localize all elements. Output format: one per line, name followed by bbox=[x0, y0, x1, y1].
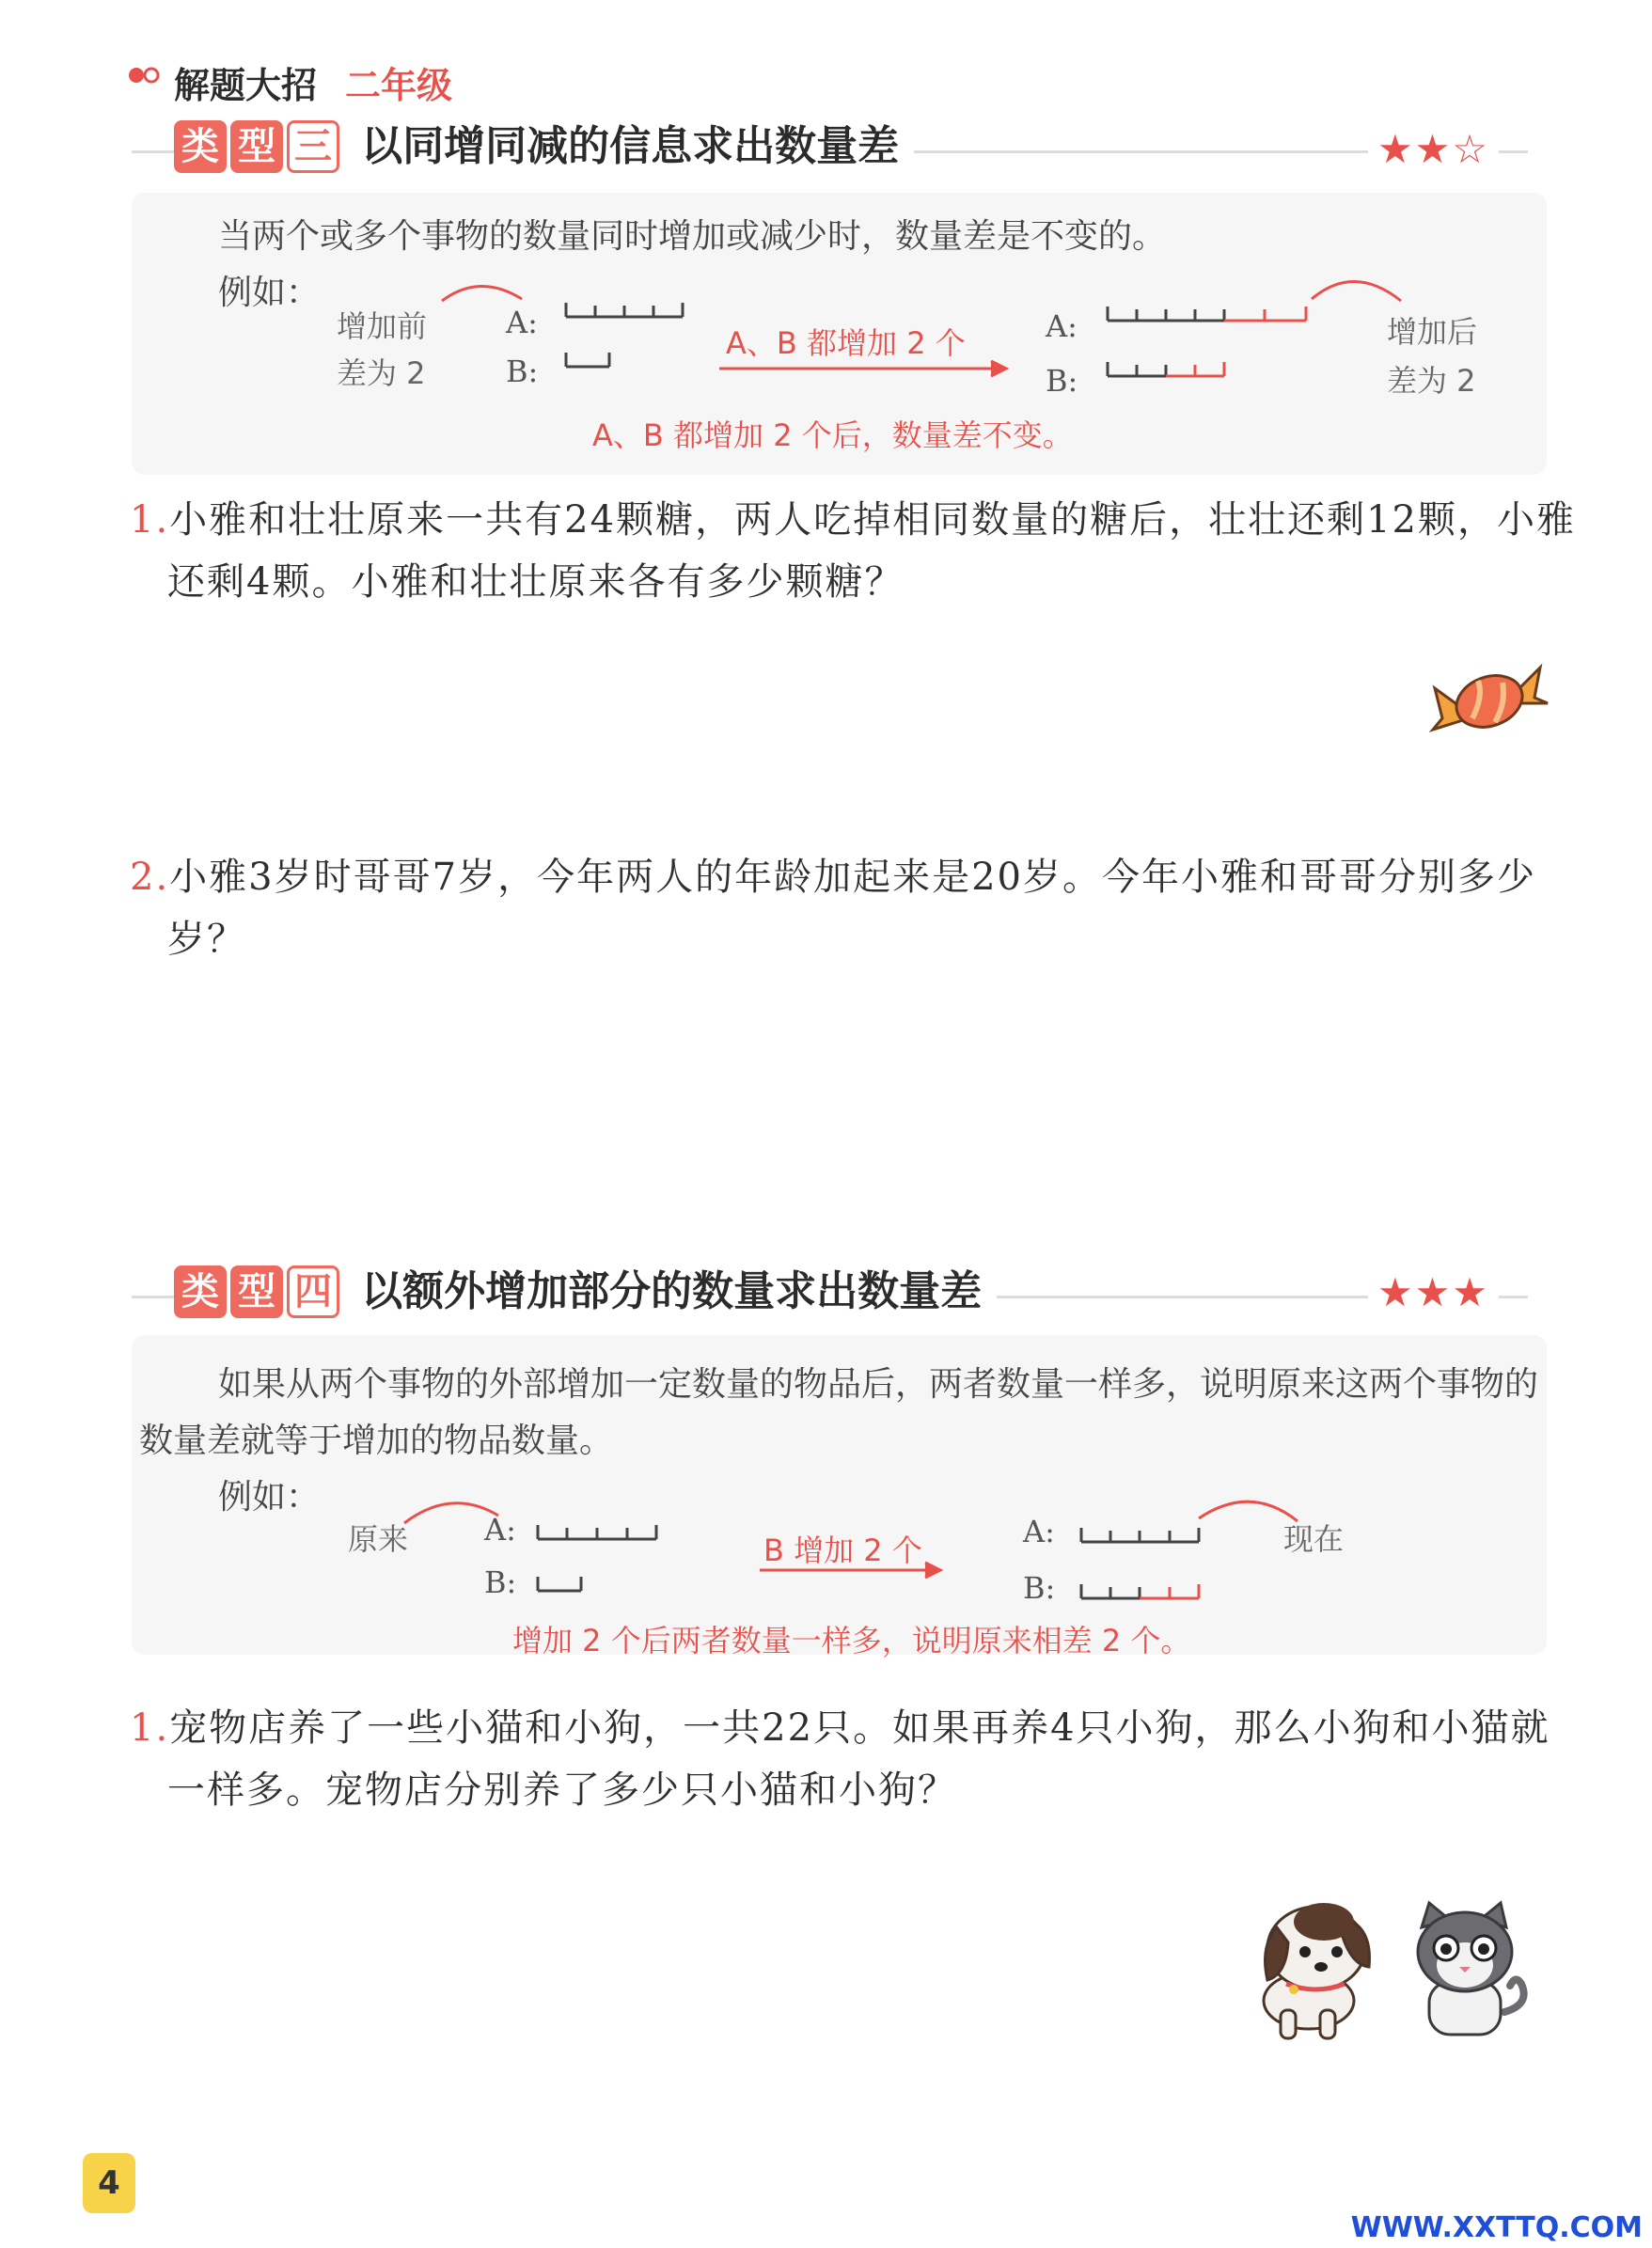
question-text: 小雅和壮壮原来一共有24颗糖，两人吃掉相同数量的糖后，壮壮还剩12颗，小雅还剩4颗。小雅和壮壮原来各有多少颗糖？ bbox=[167, 498, 1576, 604]
diagram4-a-label-left: A: bbox=[484, 1512, 516, 1548]
diagram4-a-after-bar bbox=[1081, 1528, 1199, 1542]
section3-question-1 bbox=[130, 489, 1587, 613]
section4-example-label: 例如： bbox=[218, 1478, 321, 1517]
diagram3-conclusion: A、B 都增加 2 个后，数量差不变。 bbox=[592, 417, 1073, 453]
diagram3-b-after-bar bbox=[1108, 362, 1224, 376]
diagram4-before-label: 原来 bbox=[348, 1521, 409, 1557]
diagram3-after-label-1: 增加后 bbox=[1387, 314, 1478, 350]
diagram4-after-label: 现在 bbox=[1283, 1521, 1345, 1557]
diagram3-arrow-text: A、B 都增加 2 个 bbox=[726, 325, 966, 361]
question-number: 2. bbox=[130, 856, 170, 899]
section4-tag-3: 四 bbox=[287, 1265, 339, 1318]
diagram4-b-after-bar bbox=[1081, 1584, 1199, 1598]
diagram4-before-pointer bbox=[404, 1503, 498, 1523]
diagram4-conclusion: 增加 2 个后两者数量一样多，说明原来相差 2 个。 bbox=[512, 1623, 1191, 1658]
diagram3-after-pointer bbox=[1312, 281, 1401, 301]
candy-icon bbox=[1429, 649, 1551, 743]
diagram4-after-pointer bbox=[1199, 1501, 1298, 1521]
section4-tag-1: 类 bbox=[174, 1265, 227, 1318]
diagram4-b-before-bar bbox=[538, 1577, 581, 1591]
diagram3-b-before-bar bbox=[566, 353, 609, 367]
section3-tag-3: 三 bbox=[287, 120, 339, 173]
section3-title: 以同增同减的信息求出数量差 bbox=[361, 122, 900, 170]
diagram3-before-label-1: 增加前 bbox=[337, 308, 428, 344]
question-number: 1. bbox=[130, 498, 170, 542]
diagram3-a-before-bar bbox=[566, 303, 683, 317]
diagram3-a-label-left: A: bbox=[506, 305, 538, 340]
diagram3-before-pointer bbox=[442, 286, 522, 301]
diagram3-figure bbox=[0, 0, 1652, 489]
dog-icon bbox=[1232, 1890, 1392, 2045]
section4-tag-2: 型 bbox=[230, 1265, 283, 1318]
diagram4-b-label-left: B: bbox=[484, 1564, 517, 1600]
section3-question-2 bbox=[130, 846, 1587, 970]
section4-difficulty-stars: ★★★ bbox=[1368, 1269, 1499, 1315]
section4-question-1 bbox=[130, 1697, 1587, 1821]
diagram3-a-after-bar bbox=[1108, 307, 1306, 321]
section4-header bbox=[174, 1265, 997, 1318]
cat-icon bbox=[1401, 1899, 1533, 2045]
diagram4-a-label-right: A: bbox=[1023, 1514, 1055, 1549]
diagram4-a-before-bar bbox=[538, 1525, 656, 1539]
page-number: 4 bbox=[83, 2153, 135, 2213]
section3-tag-1: 类 bbox=[174, 120, 227, 173]
question-text: 小雅3岁时哥哥7岁，今年两人的年龄加起来是20岁。今年小雅和哥哥分别多少岁？ bbox=[167, 856, 1536, 961]
watermark: WWW.XXTTQ.COM bbox=[1350, 2211, 1643, 2244]
section4-title: 以额外增加部分的数量求出数量差 bbox=[361, 1267, 983, 1315]
diagram3-b-label-left: B: bbox=[506, 354, 539, 389]
diagram4-main-arrow bbox=[760, 1563, 940, 1578]
diagram3-after-label-2: 差为 2 bbox=[1387, 363, 1476, 399]
diagram4-figure bbox=[0, 1467, 1652, 1617]
diagram3-a-label-right: A: bbox=[1046, 308, 1078, 344]
diagram4-arrow-text: B 增加 2 个 bbox=[763, 1533, 922, 1568]
section3-difficulty-stars: ★★☆ bbox=[1368, 126, 1499, 172]
book-title: 解题大招 bbox=[174, 65, 318, 106]
question-text: 宠物店养了一些小猫和小狗，一共22只。如果再养4只小狗，那么小狗和小猫就一样多。宠物店分别养了多少只小猫和小狗？ bbox=[167, 1706, 1550, 1812]
section3-tag-2: 型 bbox=[230, 120, 283, 173]
section3-intro: 当两个或多个事物的数量同时增加或减少时，数量差是不变的。 bbox=[218, 217, 1167, 256]
diagram3-b-label-right: B: bbox=[1046, 363, 1078, 399]
diagram3-main-arrow bbox=[719, 361, 1006, 376]
diagram3-before-label-2: 差为 2 bbox=[337, 355, 426, 391]
question-number: 1. bbox=[130, 1706, 170, 1750]
section3-example-label: 例如： bbox=[218, 274, 321, 312]
diagram4-b-label-right: B: bbox=[1023, 1570, 1056, 1606]
section4-intro: 如果从两个事物的外部增加一定数量的物品后，两者数量一样多，说明原来这两个事物的数量差就等于增加的物品数量。 bbox=[139, 1365, 1539, 1460]
grade-label: 二年级 bbox=[345, 65, 453, 106]
